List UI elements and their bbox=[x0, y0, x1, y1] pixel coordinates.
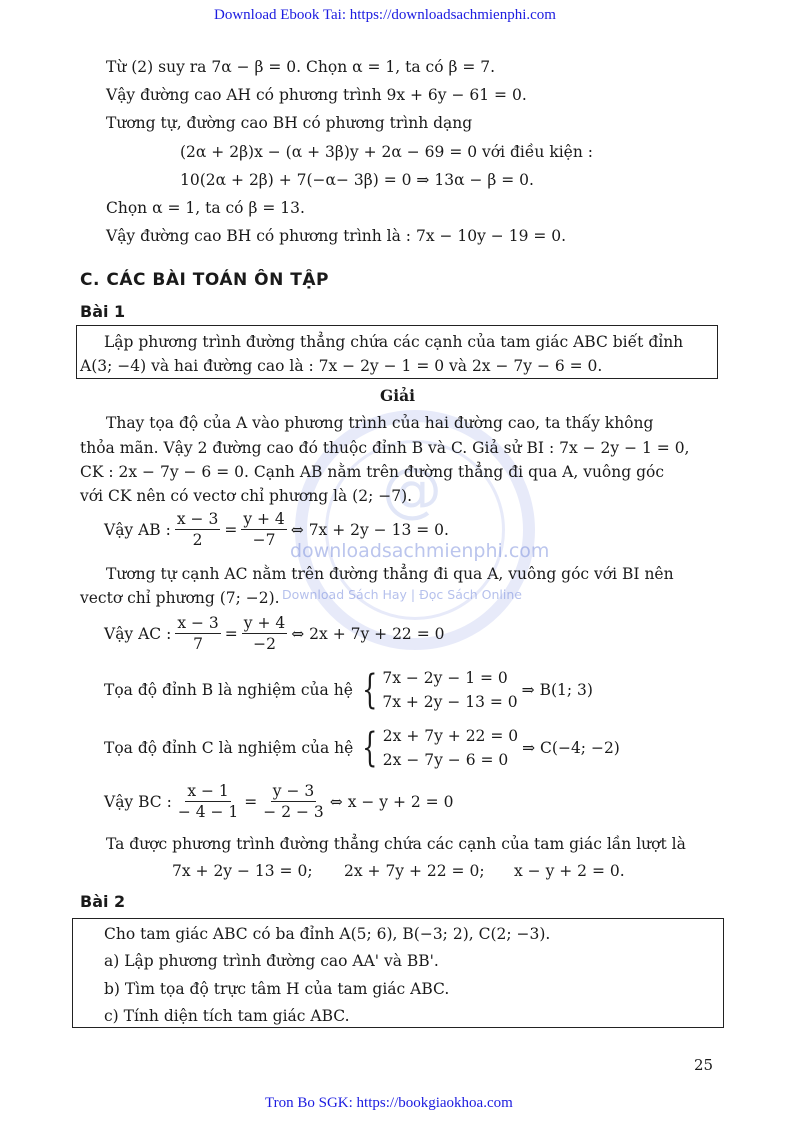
problem-text: Lập phương trình đường thẳng chứa các cạnh của tam giác ABC biết đỉnh bbox=[104, 333, 684, 351]
eq-prefix: Tọa độ đỉnh C là nghiệm của hệ bbox=[104, 739, 354, 757]
denominator: − 4 − 1 bbox=[177, 803, 239, 821]
eq-result: ⇔ x − y + 2 = 0 bbox=[329, 792, 454, 811]
equation-system bbox=[357, 666, 518, 714]
numerator: x − 3 bbox=[177, 614, 219, 632]
system-row: 2x + 7y + 22 = 0 bbox=[382, 727, 519, 745]
fraction bbox=[175, 510, 220, 549]
header-download-link[interactable]: Download Ebook Tai: https://downloadsachmienphi.com bbox=[214, 7, 556, 23]
solution-title: Giải bbox=[380, 386, 416, 405]
equation-system bbox=[357, 724, 518, 772]
denominator: −7 bbox=[252, 531, 276, 549]
solution-text: với CK nên có vectơ chỉ phương là (2; −7). bbox=[80, 487, 413, 505]
eq-prefix: Vậy AB : bbox=[104, 520, 171, 539]
denominator: −2 bbox=[253, 635, 276, 653]
system-row: 7x − 2y − 1 = 0 bbox=[382, 669, 508, 687]
system-row: 7x + 2y − 13 = 0 bbox=[382, 693, 518, 711]
watermark-subtitle: Download Sách Hay | Đọc Sách Online bbox=[282, 587, 522, 602]
section-title: C. CÁC BÀI TOÁN ÔN TẬP bbox=[80, 270, 329, 290]
exercise-title: Bài 2 bbox=[80, 892, 126, 911]
text-line: Chọn α = 1, ta có β = 13. bbox=[106, 199, 305, 217]
page-number: 25 bbox=[694, 1056, 714, 1074]
problem-text: A(3; −4) và hai đường cao là : 7x − 2y − 1 = 0 và 2x − 7y − 6 = 0. bbox=[80, 357, 603, 375]
ab-equation: Vậy AB : $\frac{x - 3}{2}$ = $\frac{y + 4}{-7}$ ⇔ 7x + 2y − 13 = 0. bbox=[104, 510, 449, 549]
eq-result: ⇒ C(−4; −2) bbox=[522, 739, 620, 757]
text-line: (2α + 2β)x − (α + 3β)y + 2α − 69 = 0 với điều kiện : bbox=[180, 143, 593, 161]
text-line: Tương tự, đường cao BH có phương trình dạng bbox=[106, 114, 473, 132]
ac-equation: Vậy AC : $\frac{x - 3}{7}$ = $\frac{y + 4}{-2}$ ⇔ 2x + 7y + 22 = 0 bbox=[104, 614, 445, 653]
system-row: 2x − 7y − 6 = 0 bbox=[382, 751, 509, 769]
numerator: y − 3 bbox=[272, 782, 315, 800]
numerator: y + 4 bbox=[243, 614, 286, 632]
problem-text: a) Lập phương trình đường cao AA' và BB'. bbox=[104, 952, 439, 970]
text-line: Vậy đường cao BH có phương trình là : 7x − 10y − 19 = 0. bbox=[106, 227, 567, 245]
problem-text: c) Tính diện tích tam giác ABC. bbox=[104, 1007, 350, 1025]
b-system bbox=[104, 666, 593, 714]
solution-text: Tương tự cạnh AC nằm trên đường thẳng đi qua A, vuông góc với BI nên bbox=[106, 565, 674, 583]
conclusion-text: Ta được phương trình đường thẳng chứa các cạnh của tam giác lần lượt là bbox=[106, 835, 686, 853]
result-equation: 2x + 7y + 22 = 0; bbox=[344, 862, 485, 880]
text-line: Từ (2) suy ra 7α − β = 0. Chọn α = 1, ta có β = 7. bbox=[106, 58, 496, 76]
solution-text: vectơ chỉ phương (7; −2). bbox=[80, 589, 280, 607]
eq-prefix: Vậy BC : bbox=[104, 792, 172, 811]
brace: { bbox=[361, 667, 378, 713]
problem-text: Cho tam giác ABC có ba đỉnh A(5; 6), B(−3; 2), C(2; −3). bbox=[104, 925, 551, 943]
fraction bbox=[242, 614, 287, 653]
solution-text: Thay tọa độ của A vào phương trình của hai đường cao, ta thấy không bbox=[106, 414, 654, 432]
text-line: Vậy đường cao AH có phương trình 9x + 6y − 61 = 0. bbox=[106, 86, 527, 104]
fraction bbox=[175, 614, 220, 653]
numerator: y + 4 bbox=[243, 510, 285, 528]
denominator: − 2 − 3 bbox=[263, 803, 324, 821]
text-line: 10(2α + 2β) + 7(−α− 3β) = 0 ⇒ 13α − β = 0. bbox=[180, 171, 534, 189]
numerator: x − 3 bbox=[176, 510, 219, 528]
solution-text: thỏa mãn. Vậy 2 đường cao đó thuộc đỉnh B và C. Giả sử BI : 7x − 2y − 1 = 0, bbox=[80, 439, 690, 457]
fraction bbox=[241, 510, 286, 549]
book-at-icon: @ bbox=[382, 455, 442, 525]
footer-link[interactable]: Tron Bo SGK: https://bookgiaokhoa.com bbox=[265, 1095, 513, 1111]
problem-text: b) Tìm tọa độ trực tâm H của tam giác ABC. bbox=[104, 980, 450, 998]
watermark-text: downloadsachmienphi.com bbox=[290, 540, 550, 562]
fraction bbox=[261, 782, 325, 821]
eq-result: ⇒ B(1; 3) bbox=[521, 681, 593, 699]
numerator: x − 1 bbox=[187, 782, 229, 800]
exercise-title: Bài 1 bbox=[80, 302, 126, 321]
eq-prefix: Tọa độ đỉnh B là nghiệm của hệ bbox=[104, 681, 353, 699]
brace: { bbox=[362, 725, 378, 771]
result-equation: x − y + 2 = 0. bbox=[514, 862, 625, 880]
eq-result: ⇔ 7x + 2y − 13 = 0. bbox=[290, 520, 449, 539]
denominator: 7 bbox=[193, 635, 203, 653]
denominator: 2 bbox=[192, 531, 203, 549]
eq-prefix: Vậy AC : bbox=[104, 624, 172, 643]
bc-equation: Vậy BC : $\frac{x - 1}{- 4 - 1}$ = $\frac{y - 3}{- 2 - 3}$ ⇔ x − y + 2 = 0 bbox=[104, 782, 454, 821]
eq-result: ⇔ 2x + 7y + 22 = 0 bbox=[291, 624, 445, 643]
result-equation: 7x + 2y − 13 = 0; bbox=[172, 862, 313, 880]
fraction bbox=[176, 782, 240, 821]
solution-text: CK : 2x − 7y − 6 = 0. Cạnh AB nằm trên đường thẳng đi qua A, vuông góc bbox=[80, 463, 665, 481]
c-system bbox=[104, 724, 620, 772]
